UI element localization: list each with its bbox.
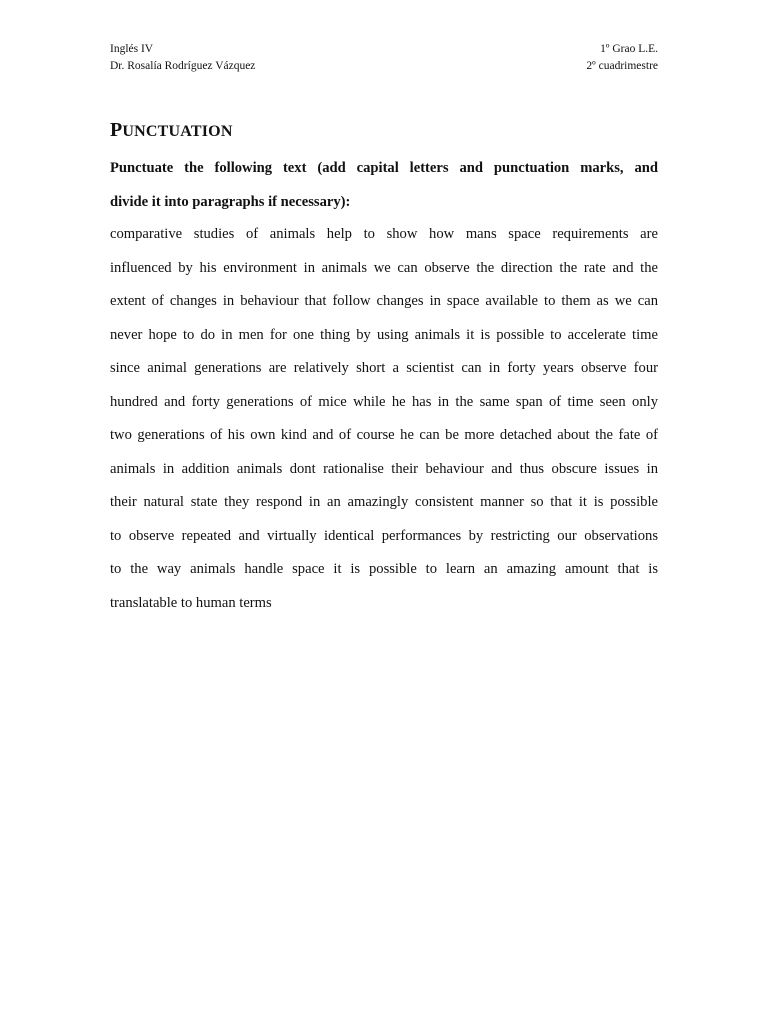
page-header bbox=[110, 41, 658, 75]
exercise-line: translatable to human terms bbox=[110, 594, 272, 611]
header-row-1 bbox=[110, 41, 658, 58]
exercise-line: influenced by his environment in animals we can observe the direction the rate and the bbox=[110, 259, 658, 276]
exercise-text bbox=[110, 218, 658, 620]
header-row-2 bbox=[110, 58, 658, 75]
exercise-line: two generations of his own kind and of course he can be more detached about the fate of bbox=[110, 427, 658, 443]
page-title bbox=[110, 119, 233, 142]
instructions-line: divide it into paragraphs if necessary): bbox=[110, 193, 351, 210]
exercise-line: to the way animals handle space it is possible to learn an amazing amount that is bbox=[110, 561, 658, 577]
exercise-line: since animal generations are relatively short a scientist can in forty years observe four bbox=[110, 360, 658, 376]
exercise-line: comparative studies of animals help to show how mans space requirements are bbox=[110, 226, 658, 242]
title-initial: P bbox=[110, 119, 123, 141]
grade-label: 1º Grao L.E. bbox=[600, 43, 658, 55]
author-name: Dr. Rosalía Rodríguez Vázquez bbox=[110, 60, 256, 72]
exercise-line: to observe repeated and virtually identical performances by restricting our observations bbox=[110, 527, 658, 544]
exercise-line: hundred and forty generations of mice while he has in the same span of time seen only bbox=[110, 393, 658, 410]
title-rest: UNCTUATION bbox=[122, 123, 233, 140]
term-label: 2º cuadrimestre bbox=[586, 60, 658, 72]
exercise-line: never hope to do in men for one thing by using animals it is possible to accelerate time bbox=[110, 326, 658, 343]
course-name: Inglés IV bbox=[110, 43, 154, 55]
exercise-line: animals in addition animals dont rationalise their behaviour and thus obscure issues in bbox=[110, 460, 658, 477]
instructions bbox=[110, 152, 658, 222]
instructions-line: Punctuate the following text (add capital letters and punctuation marks, and bbox=[110, 160, 658, 176]
exercise-line: extent of changes in behaviour that follow changes in space available to them as we can bbox=[110, 293, 658, 309]
exercise-line: their natural state they respond in an amazingly consistent manner so that it is possible bbox=[110, 494, 658, 510]
